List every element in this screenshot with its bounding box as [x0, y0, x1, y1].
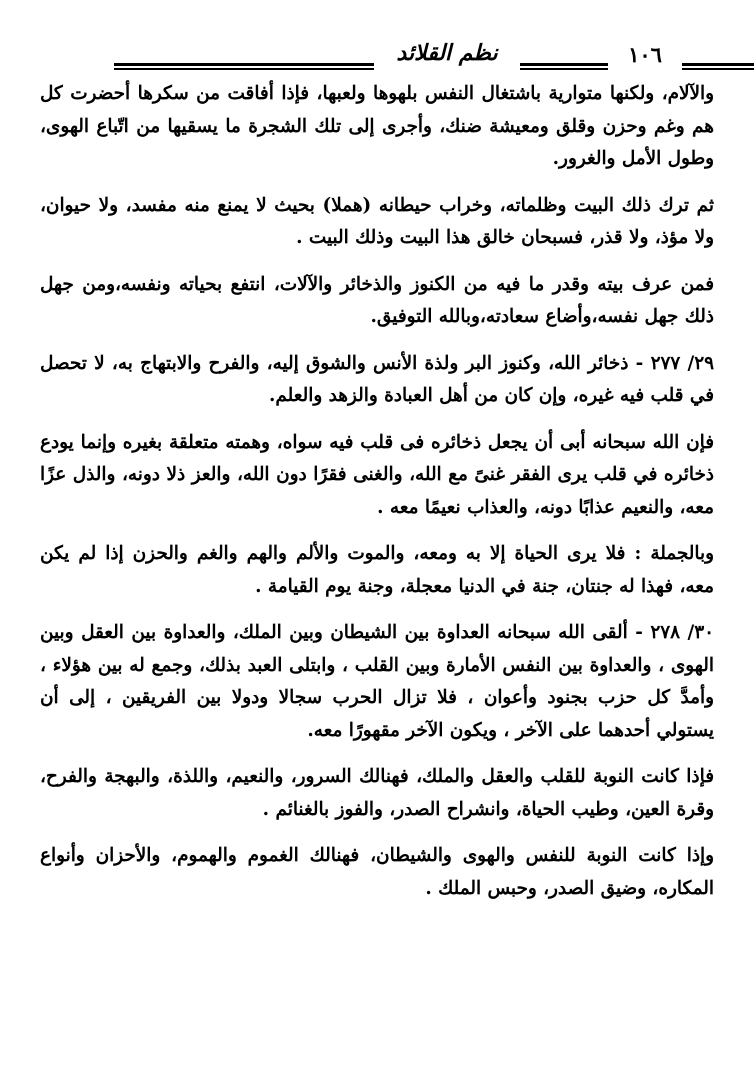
paragraph: والآلام، ولكنها متوارية باشتغال النفس بلهوها ولعبها، فإذا أفاقت من سكرها أحضرت كل هم وغم وحزن وقلق ومعيشة ضنك، وأجرى إلى تلك الشجرة ما يسقيها من اتّباع الهوى، وطول الأمل والغرور. — [40, 83, 714, 169]
paragraph: ثم ترك ذلك البيت وظلماته، وخراب حيطانه (هملا) بحيث لا يمنع منه مفسد، ولا حيوان، ولا مؤذ، ولا قذر، فسبحان خالق هذا البيت وذلك البيت . — [40, 194, 714, 248]
header-rule-right — [682, 63, 754, 70]
paragraph: ٣٠/ ٢٧٨ - ألقى الله سبحانه العداوة بين الشيطان وبين الملك، والعداوة بين العقل وبين الهوى ، والعداوة بين النفس الأمارة وبين القلب ، وابتلى العبد بذلك، وجمع له بين هؤلاء ، وأمدَّ كل حزب بجنود وأعوان ، فلا تزال الحرب سجالا ودولا بين الفريقين ، إلى أن يستولي أحدهما على الآخر ، ويكون الآخر مقهورًا معه. — [40, 622, 714, 741]
paragraph: ٢٩/ ٢٧٧ - ذخائر الله، وكنوز البر ولذة الأنس والشوق إليه، والفرح والابتهاج به، لا تحصل في قلب فيه غيره، وإن كان من أهل العبادة والزهد والعلم. — [40, 352, 714, 406]
paragraph: فمن عرف بيته وقدر ما فيه من الكنوز والذخائر والآلات، انتفع بحياته ونفسه،ومن جهل ذلك جهل نفسه،وأضاع سعادته،وبالله التوفيق. — [40, 273, 714, 327]
paragraph: وإذا كانت النوبة للنفس والهوى والشيطان، فهنالك الغموم والهموم، والأحزان وأنواع المكاره، وضيق الصدر، وحبس الملك . — [40, 845, 714, 899]
running-title: نظم القلائد — [396, 40, 498, 66]
paragraph: فإن الله سبحانه أبى أن يجعل ذخائره فى قلب فيه سواه، وهمته متعلقة بغيره وإنما يودع ذخائره في قلب يرى الفقر غنىً مع الله، والغنى فقرًا دون الله، والعز ذلا دونه، والذل عزًا معه، والنعيم عذابًا دونه، والعذاب نعيمًا معه . — [40, 431, 714, 518]
paragraph: وبالجملة : فلا يرى الحياة إلا به ومعه، والموت والألم والهم والغم والحزن إذا لم يكن معه، فهذا له جنتان، جنة في الدنيا معجلة، وجنة يوم القيامة . — [40, 543, 714, 597]
page-body — [40, 78, 714, 905]
page-number: ١٠٦ — [628, 42, 662, 67]
paragraph: فإذا كانت النوبة للقلب والعقل والملك، فهنالك السرور، والنعيم، واللذة، والبهجة والفرح، وقرة العين، وطيب الحياة، وانشراح الصدر، والفوز بالغنائم . — [40, 766, 714, 820]
header-rule-left — [114, 63, 374, 70]
header-rule-middle — [520, 63, 608, 70]
page-header — [40, 0, 714, 78]
